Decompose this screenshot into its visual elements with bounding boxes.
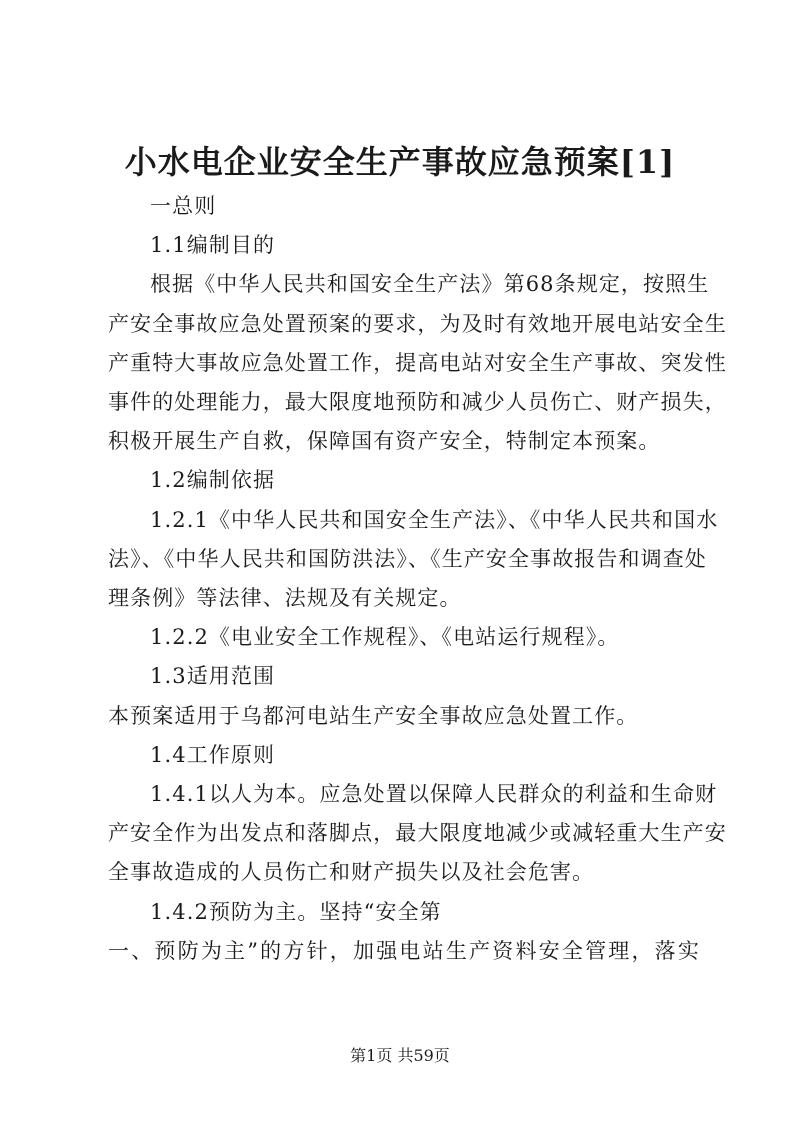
paragraph-line: 1.4.2预防为主。坚持“安全第 — [150, 899, 442, 924]
paragraph-line: 1.2.1《中华人民共和国安全生产法》、《中华人民共和国水 — [150, 507, 719, 532]
paragraph-line: 产安全事故应急处置预案的要求，为及时有效地开展电站安全生 — [108, 311, 727, 336]
paragraph-line: 产安全作为出发点和落脚点，最大限度地减少或减轻重大生产安 — [108, 821, 727, 846]
heading-1-4: 1.4工作原则 — [150, 742, 276, 767]
paragraph-line: 积极开展生产自救，保障国有资产安全，特制定本预案。 — [108, 429, 661, 454]
paragraph-line: 1.2.2《电业安全工作规程》、《电站运行规程》。 — [150, 625, 620, 650]
heading-1-3: 1.3适用范围 — [150, 664, 276, 689]
paragraph-line: 全事故造成的人员伤亡和财产损失以及社会危害。 — [108, 860, 595, 885]
paragraph-line: 事件的处理能力，最大限度地预防和减少人员伤亡、财产损失， — [108, 390, 727, 415]
paragraph-line: 1.4.1以人为本。应急处置以保障人民群众的利益和生命财 — [150, 782, 718, 807]
paragraph-line: 本预案适用于乌都河电站生产安全事故应急处置工作。 — [108, 703, 639, 728]
heading-general: 一总则 — [150, 194, 217, 218]
paragraph-line: 根据《中华人民共和国安全生产法》第68条规定，按照生 — [150, 272, 710, 297]
document-title: 小水电企业安全生产事故应急预案[1] — [124, 143, 676, 181]
paragraph-line: 理条例》等法律、法规及有关规定。 — [108, 586, 462, 611]
paragraph-line: 产重特大事故应急处置工作，提高电站对安全生产事故、突发性 — [108, 350, 727, 375]
document-body — [108, 187, 727, 971]
heading-1-1: 1.1编制目的 — [150, 233, 276, 258]
paragraph-line: 法》、《中华人民共和国防洪法》、《生产安全事故报告和调查处 — [108, 546, 707, 571]
page-number: 第1页 共59页 — [350, 1046, 450, 1065]
heading-1-2: 1.2编制依据 — [150, 468, 276, 493]
paragraph-line: 一、预防为主”的方针，加强电站生产资料安全管理，落实 — [108, 938, 700, 963]
